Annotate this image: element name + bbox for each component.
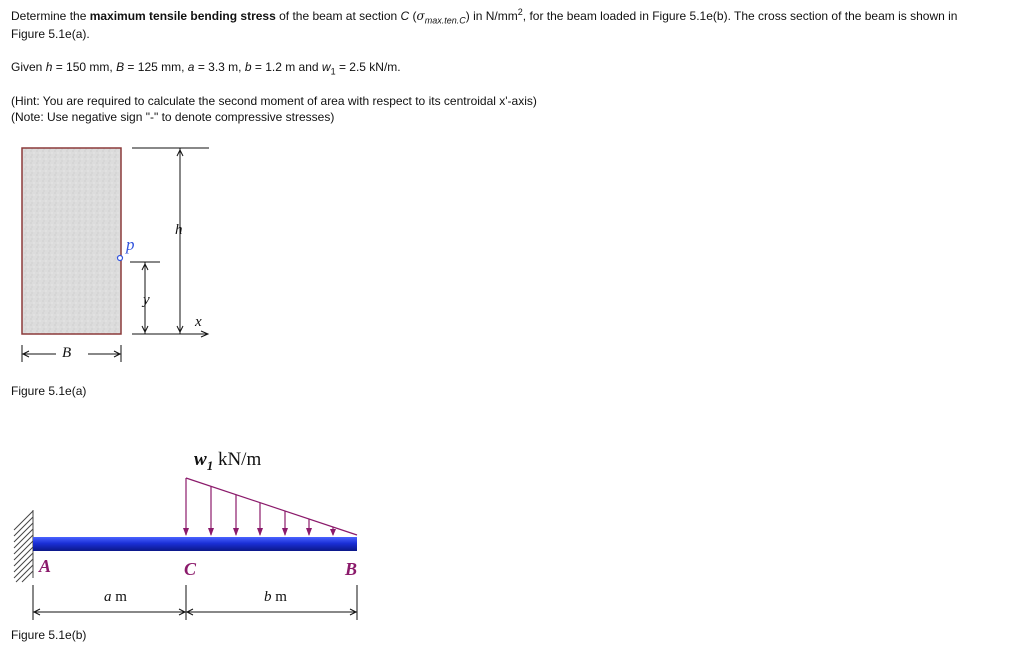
beam-body <box>33 537 357 551</box>
figure-b-caption: Figure 5.1e(b) <box>11 628 87 642</box>
section-symbol: C <box>400 9 410 23</box>
var-w-subscript: 1 <box>330 66 336 77</box>
section-label-C: C <box>184 559 197 579</box>
question-line-2: Figure 5.1e(a). <box>11 27 90 41</box>
question-text: ( <box>409 9 417 23</box>
distributed-load <box>186 478 357 535</box>
given-text: = 2.5 kN/m. <box>335 60 401 74</box>
unit-exponent: 2 <box>517 7 523 17</box>
question-text: ) in <box>465 9 486 23</box>
label-p: p <box>126 235 135 254</box>
var-b: b <box>244 60 252 74</box>
given-text: = 3.3 m, <box>194 60 245 74</box>
var-w: w <box>321 60 331 74</box>
var-h: h <box>45 60 53 74</box>
dim-a-symbol: a <box>104 589 112 605</box>
question-emphasis: maximum tensile bending stress <box>89 9 276 23</box>
figure-a-caption: Figure 5.1e(a) <box>11 384 87 398</box>
label-y: y <box>143 292 150 308</box>
question-text: , for the beam loaded in Figure 5.1e(b). The cross section of the beam is shown in <box>522 9 958 23</box>
given-text: = 150 mm, <box>52 60 117 74</box>
label-B-width: B <box>62 345 72 361</box>
question-text: Determine the <box>11 9 90 23</box>
label-x: x <box>195 314 202 330</box>
sigma-symbol: σ <box>416 9 425 23</box>
dimension-a-label <box>104 589 127 606</box>
note-text: (Note: Use negative sign "-" to denote compressive stresses) <box>11 110 335 124</box>
given-text: = 125 mm, <box>124 60 188 74</box>
load-label <box>194 449 261 471</box>
load-subscript: 1 <box>206 457 214 473</box>
dim-b-symbol: b <box>264 589 272 605</box>
load-unit: kN/m <box>213 449 262 470</box>
given-text: Given <box>11 60 46 74</box>
dimension-a-b <box>33 585 357 620</box>
fixed-support <box>14 510 33 582</box>
dim-a-unit: m <box>111 589 127 605</box>
dim-b-unit: m <box>271 589 287 605</box>
dimension-b-label <box>264 589 287 606</box>
question-text: of the beam at section <box>275 9 401 23</box>
given-text: = 1.2 m and <box>251 60 322 74</box>
support-label-A: A <box>39 556 52 576</box>
end-label-B: B <box>345 559 358 579</box>
unit-text: N/mm <box>485 9 518 23</box>
load-symbol-w: w <box>194 449 207 470</box>
var-a: a <box>187 60 195 74</box>
hint-text: (Hint: You are required to calculate the second moment of area with respect to its centroidal x'-axis) <box>11 94 537 108</box>
label-h: h <box>175 222 183 238</box>
var-B: B <box>116 60 125 74</box>
sigma-subscript: max.ten.C <box>424 15 466 26</box>
